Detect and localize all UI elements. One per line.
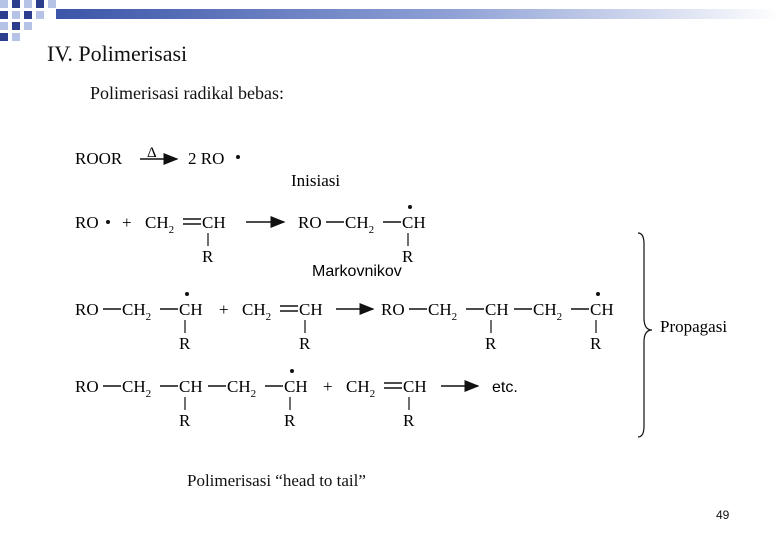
r-group: R: [590, 334, 602, 353]
radical-dot: [596, 292, 600, 296]
radical-dot: [236, 155, 240, 159]
ch2-group: $CH_2$: [242, 300, 272, 323]
head-to-tail-caption: Polimerisasi “head to tail”: [187, 471, 366, 490]
ch-group: CH: [179, 377, 203, 396]
r-group: R: [179, 334, 191, 353]
ch-group: CH: [299, 300, 323, 319]
ro-formula: RO: [75, 213, 99, 232]
ch2-group: $CH_2$: [122, 377, 152, 400]
r-group: R: [402, 247, 414, 266]
ch-group: CH: [179, 300, 203, 319]
radical-dot: [290, 369, 294, 373]
reaction-propagation-step: [75, 292, 614, 353]
reaction-initiation-decomposition: [75, 145, 240, 168]
propagation-brace: [638, 233, 652, 437]
r-group: R: [179, 411, 191, 430]
radical-dot: [408, 205, 412, 209]
markovnikov-label: Markovnikov: [312, 263, 402, 280]
reaction-initiation-addition: [75, 205, 426, 280]
ch-group: CH: [402, 213, 426, 232]
ch-group: CH: [403, 377, 427, 396]
radical-dot: [106, 220, 110, 224]
delta-symbol: Δ: [147, 145, 157, 161]
ch2-group: $CH_2$: [145, 213, 175, 236]
propagasi-label: Propagasi: [660, 317, 728, 336]
ro-formula: RO: [381, 300, 405, 319]
plus-sign: +: [323, 377, 333, 396]
ro-formula: RO: [75, 300, 99, 319]
ch2-group: $CH_2$: [533, 300, 563, 323]
r-group: R: [284, 411, 296, 430]
ch-group: CH: [590, 300, 614, 319]
two-ro-formula: 2 RO: [188, 149, 225, 168]
slide-subtitle: Polimerisasi radikal bebas:: [90, 83, 284, 103]
inisiasi-label: Inisiasi: [291, 171, 341, 190]
ch-group: CH: [202, 213, 226, 232]
ch2-group: $CH_2$: [428, 300, 458, 323]
plus-sign: +: [122, 213, 132, 232]
ch2-group: $CH_2$: [227, 377, 257, 400]
r-group: R: [202, 247, 214, 266]
etc-label: etc.: [492, 379, 518, 396]
r-group: R: [299, 334, 311, 353]
ch2-group: $CH_2$: [345, 213, 375, 236]
roor-formula: ROOR: [75, 149, 123, 168]
ch2-group: $CH_2$: [122, 300, 152, 323]
ch2-group: $CH_2$: [346, 377, 376, 400]
slide-title: IV. Polimerisasi: [47, 41, 188, 66]
reaction-propagation-continued: [75, 369, 518, 430]
r-group: R: [485, 334, 497, 353]
ch-group: CH: [485, 300, 509, 319]
radical-dot: [185, 292, 189, 296]
ch-group: CH: [284, 377, 308, 396]
r-group: R: [403, 411, 415, 430]
plus-sign: +: [219, 300, 229, 319]
ro-formula: RO: [75, 377, 99, 396]
page-number: 49: [716, 508, 730, 522]
ro-formula: RO: [298, 213, 322, 232]
